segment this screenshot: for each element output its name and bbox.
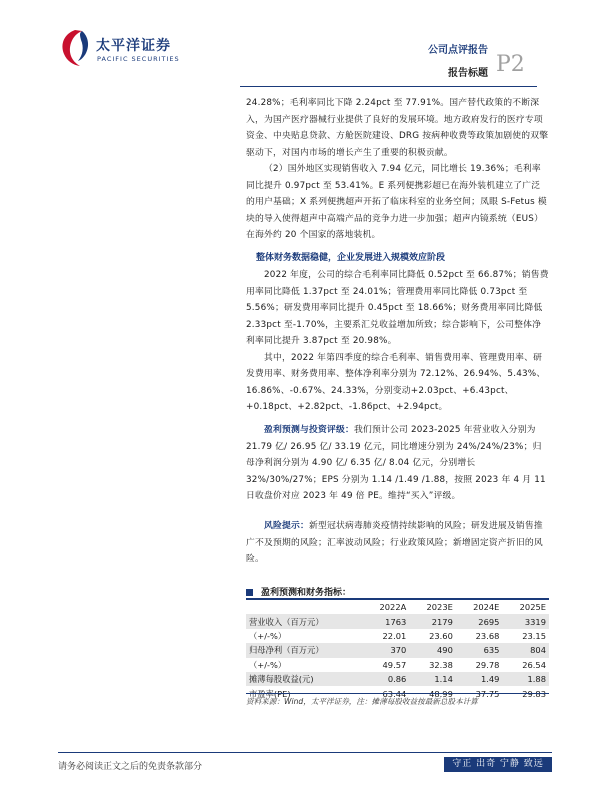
forecast-block bbox=[246, 422, 549, 505]
bullet-square-icon bbox=[246, 589, 253, 596]
header-divider bbox=[240, 86, 537, 87]
logo-en-text: PACIFIC SECURITIES bbox=[97, 55, 180, 63]
paragraph-domestic: 24.28%；毛利率同比下降 2.24pct 至 77.91%。国产替代政策的不断深入，为国产医疗器械行业提供了良好的发展环境。地方政府发行的医疗专项资金、中央贴息贷款、方舱医院建设、DRG 按病种收费等政策加剧使的双擎驱动下，对国内市场的增长产生了重要的积极贡献。 bbox=[246, 98, 549, 158]
report-type: 公司点评报告 bbox=[428, 45, 488, 56]
logo-mark-icon bbox=[58, 28, 92, 68]
report-title: 报告标题 bbox=[448, 68, 488, 79]
table-header-cell: 2024E bbox=[473, 602, 500, 613]
table-cell: 23.15 bbox=[522, 630, 546, 641]
logo-cn-text: 太平洋证券 bbox=[96, 38, 171, 54]
table-cell: 26.54 bbox=[522, 659, 546, 670]
table-cell: 2695 bbox=[456, 614, 503, 628]
risk-text: 新型冠状病毒肺炎疫情持续影响的风险；研发进展及销售推广不及预期的风险；汇率波动风险；行业政策风险；新增固定资产折旧的风险。 bbox=[246, 521, 543, 564]
section-heading-finance: 整体财务数据稳健，企业发展进入规模效应阶段 bbox=[256, 253, 446, 263]
table-cell: 0.86 bbox=[362, 672, 409, 686]
table-row bbox=[246, 614, 549, 628]
paragraph-annual-finance: 2022 年度，公司的综合毛利率同比降低 0.52pct 至 66.87%；销售费用率同比降低 1.37pct 至 24.01%；管理费用率同比降低 0.73pct 至 5.56%；研发费用率同比提升 0.45pct 至 18.66%；财务费用率同比降低 2.33pct 至-1.70%，主要系汇兑收益增加所致；综合影响下，公司整体净利率同比提升 3.87pct 至 20.98%。 bbox=[246, 270, 549, 346]
table-row bbox=[246, 629, 549, 643]
table-cell: （+/-%） bbox=[249, 659, 287, 670]
table-header-row bbox=[246, 600, 549, 614]
table-cell: 49.57 bbox=[382, 659, 407, 670]
footer-disclaimer: 请务必阅读正文之后的免责条款部分 bbox=[58, 762, 203, 772]
table-cell: （+/-%） bbox=[249, 630, 287, 641]
table-cell: 归母净利（百万元） bbox=[246, 643, 362, 657]
table-header-cell: 2023E bbox=[426, 602, 453, 613]
table-cell: 2179 bbox=[409, 614, 456, 628]
table-cell: 22.01 bbox=[382, 630, 407, 641]
table-cell: 1.14 bbox=[409, 672, 456, 686]
table-title bbox=[246, 585, 351, 598]
company-logo bbox=[58, 28, 218, 76]
footer-slogan: 守正 出奇 宁静 致远 bbox=[444, 757, 552, 772]
table-row bbox=[246, 658, 549, 672]
financial-table bbox=[246, 600, 549, 701]
table-cell: 32.38 bbox=[429, 659, 453, 670]
paragraph-q4-finance: 其中，2022 年第四季度的综合毛利率、销售费用率、管理费用率、研发费用率、财务费用率、整体净利率分别为 72.12%、26.94%、5.43%、16.86%、-0.67%、24.33%，分别变动+2.03pct、+6.43pct、+0.18pct、+2.82pct、-1.86pct、+2.94pct。 bbox=[246, 352, 546, 412]
table-cell: 摊薄每股收益(元) bbox=[246, 672, 362, 686]
table-cell: 23.60 bbox=[429, 630, 453, 641]
table-title-text: 盈利预测和财务指标： bbox=[261, 588, 352, 598]
table-header-cell: 2022A bbox=[379, 602, 407, 613]
paragraph-overseas: （2）国外地区实现销售收入 7.94 亿元，同比增长 19.36%；毛利率同比提升 0.97pct 至 53.41%。E 系列便携彩超已在海外装机建立了广泛的用户基础；X 系列便携超声开拓了临床科室的业务空间；凤眼 S-Fetus 模块的导入使得超声中高端产品的竞争力进一步加强；超声内镜系统（EUS）在海外约 20 个国家的落地装机。 bbox=[246, 164, 547, 240]
table-row bbox=[246, 643, 549, 657]
table-cell: 3319 bbox=[502, 614, 549, 628]
table-header-cell bbox=[246, 600, 362, 614]
table-cell: 29.78 bbox=[475, 659, 500, 670]
page-number: P2 bbox=[496, 52, 525, 77]
forecast-text: 我们预计公司 2023-2025 年营业收入分别为 21.79 亿/ 26.95 亿/ 33.19 亿元，同比增速分别为 24%/24%/23%；归母净利润分别为 4.90 亿/ 6.35 亿/ 8.04 亿元，分别增长 32%/30%/27%；EPS 分别为 1.14 /1.49 /1.88，按照 2023 年 4 月 11 日收盘价对应 2023 年 49 倍 PE。维持“买入”评级。 bbox=[246, 425, 546, 501]
table-row bbox=[246, 672, 549, 686]
table-source-note: 资料来源：Wind，太平洋证券，注：摊薄每股收益按最新总股本计算 bbox=[246, 697, 478, 706]
risk-label: 风险提示： bbox=[264, 521, 309, 531]
table-cell: 490 bbox=[409, 643, 456, 657]
body-text-block-2 bbox=[246, 267, 549, 416]
table-cell: 1.88 bbox=[502, 672, 549, 686]
footer-divider bbox=[58, 752, 552, 753]
table-cell: 370 bbox=[362, 643, 409, 657]
risk-block bbox=[246, 518, 549, 568]
table-cell: 1763 bbox=[362, 614, 409, 628]
table-header-cell: 2025E bbox=[519, 602, 546, 613]
table-cell: 635 bbox=[456, 643, 503, 657]
table-cell: 1.49 bbox=[456, 672, 503, 686]
forecast-label: 盈利预测与投资评级： bbox=[264, 425, 354, 435]
table-bottom-rule bbox=[246, 693, 549, 694]
table-cell: 804 bbox=[502, 643, 549, 657]
body-text-block-1 bbox=[246, 95, 549, 244]
table-cell: 23.68 bbox=[475, 630, 500, 641]
table-cell: 营业收入（百万元） bbox=[246, 614, 362, 628]
